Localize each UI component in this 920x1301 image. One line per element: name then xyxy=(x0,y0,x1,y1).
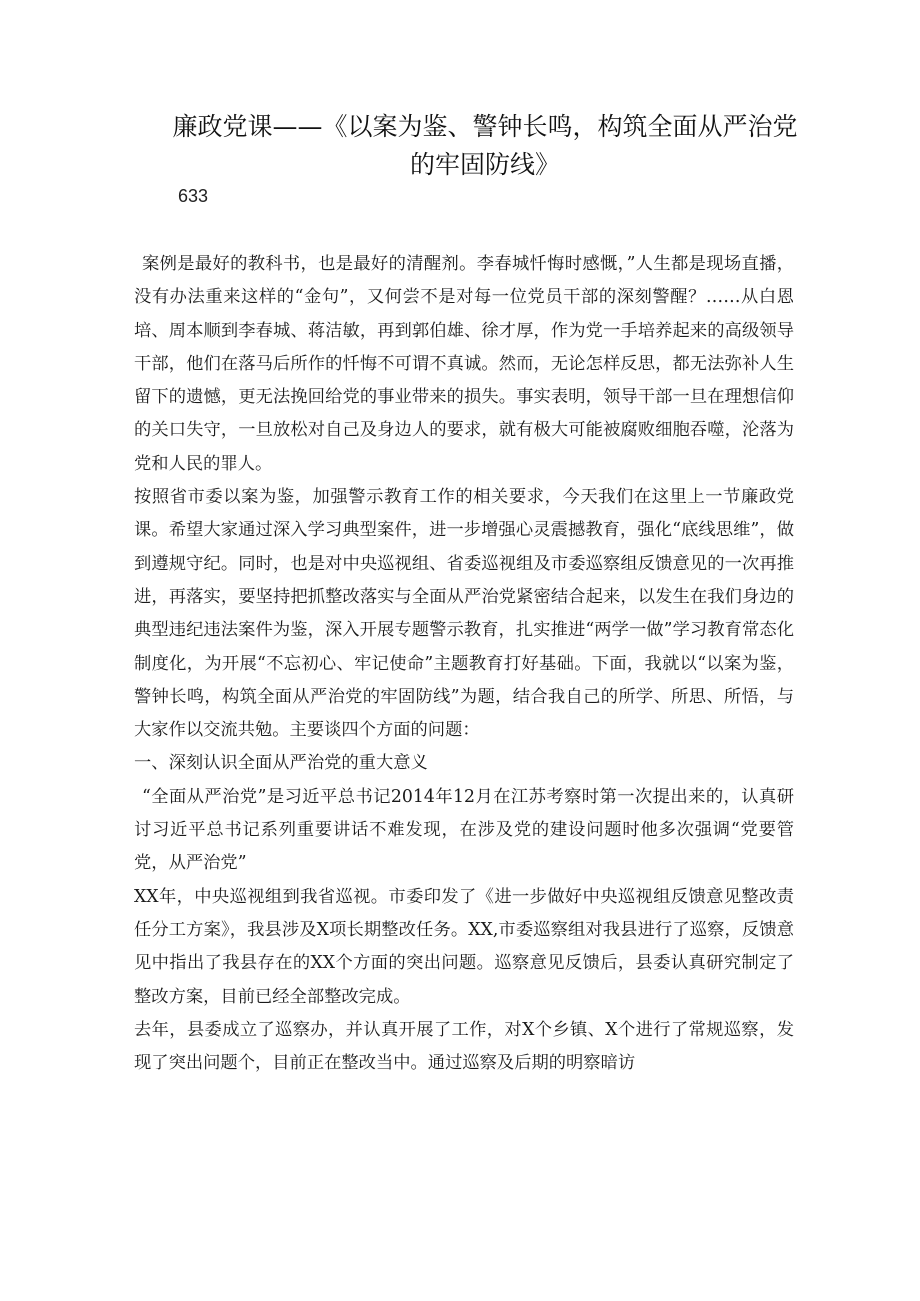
paragraph-inspection: XX年，中央巡视组到我省巡视。市委印发了《进一步做好中央巡视组反馈意见整改责任分工方案》，我县涉及X项长期整改任务。XX,市委巡察组对我县进行了巡察，反馈意见中指出了我县存在的XX个方面的突出问题。巡察意见反馈后，县委认真研究制定了整改方案，目前已经全部整改完成。 xyxy=(134,886,794,1007)
document-number: 633 xyxy=(178,186,209,206)
paragraph-intro: 案例是最好的教科书，也是最好的清醒剂。李春城忏悔时感慨，”人生都是现场直播，没有办法重来这样的“金句”，又何尝不是对每一位党员干部的深刻警醒？……从白恩培、周本顺到李春城、蒋洁敏，再到郭伯雄、徐才厚，作为党一手培养起来的高级领导干部，他们在落马后所作的忏悔不可谓不真诚。然而，无论怎样反思，都无法弥补人生留下的遗憾，更无法挽回给党的事业带来的损失。事实表明，领导干部一旦在理想信仰的关口失守，一旦放松对自己及身边人的要求，就有极大可能被腐败细胞吞噬，沦落为党和人民的罪人。 xyxy=(134,254,794,474)
document-body xyxy=(134,248,794,1080)
paragraph-purpose: 按照省市委以案为鉴，加强警示教育工作的相关要求，今天我们在这里上一节廉政党课。希望大家通过深入学习典型案件，进一步增强心灵震撼教育，强化“底线思维”，做到遵规守纪。同时，也是对中央巡视组、省委巡视组及市委巡察组反馈意见的一次再推进，再落实，要坚持把抓整改落实与全面从严治党紧密结合起来，以发生在我们身边的典型违纪违法案件为鉴，深入开展专题警示教育，扎实推进“两学一做”学习教育常态化制度化，为开展“不忘初心、牢记使命”主题教育打好基础。下面，我就以“以案为鉴，警钟长鸣，构筑全面从严治党的牢固防线”为题，结合我自己的所学、所思、所悟，与大家作以交流共勉。主要谈四个方面的问题： xyxy=(134,487,794,741)
paragraph-strict-governance: “全面从严治党”是习近平总书记2014年12月在江苏考察时第一次提出来的，认真研讨习近平总书记系列重要讲话不难发现，在涉及党的建设问题时他多次强调“党要管党，从严治党” xyxy=(134,786,794,874)
paragraph-last-year: 去年，县委成立了巡察办，并认真开展了工作，对X个乡镇、X个进行了常规巡察，发现了突出问题个，目前正在整改当中。通过巡察及后期的明察暗访 xyxy=(134,1019,794,1074)
section-heading-1: 一、深刻认识全面从严治党的重大意义 xyxy=(134,753,428,774)
document-title-line-1: 廉政党课——《以案为鉴、警钟长鸣，构筑全面从严治党 xyxy=(172,112,798,141)
document-title xyxy=(130,108,840,184)
document-title-line-2: 的牢固防线》 xyxy=(409,150,560,179)
